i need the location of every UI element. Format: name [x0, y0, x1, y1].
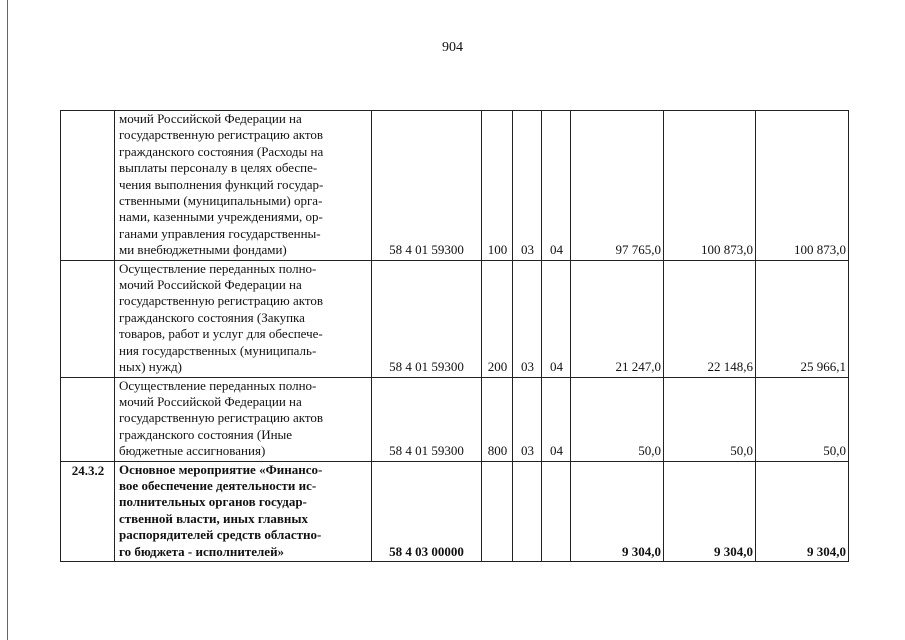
expense-type-cell: 200 [482, 260, 513, 377]
description-line: Осуществление переданных полно- [119, 377, 317, 393]
description-line: го бюджета - исполнителей» [119, 543, 285, 559]
amount-year-2-cell: 9 304,0 [664, 461, 756, 561]
row-index-cell [61, 111, 115, 261]
description-line: гражданского состояния (Иные [119, 426, 293, 442]
amount-year-3-cell: 100 873,0 [756, 111, 849, 261]
description-line: ми внебюджетными фондами) [119, 242, 287, 258]
description-line: чения выполнения функций государ- [119, 176, 324, 192]
section-cell [513, 461, 542, 561]
description-line: бюджетные ассигнования) [119, 443, 266, 459]
table-row [61, 260, 849, 377]
section-cell: 03 [513, 260, 542, 377]
description-line: государственную регистрацию актов [119, 127, 324, 143]
subsection-cell: 04 [542, 111, 571, 261]
description-cell [115, 377, 372, 461]
target-code-cell: 58 4 01 59300 [372, 260, 482, 377]
description-line: ственной власти, иных главных [119, 510, 309, 526]
subsection-cell: 04 [542, 260, 571, 377]
description-line: гражданского состояния (Закупка [119, 309, 305, 325]
description-line: ных) нужд) [119, 359, 182, 375]
description-line: государственную регистрацию актов [119, 293, 324, 309]
section-cell: 03 [513, 111, 542, 261]
description-line: нами, казенными учреждениями, ор- [119, 209, 323, 225]
amount-year-2-cell: 50,0 [664, 377, 756, 461]
section-cell: 03 [513, 377, 542, 461]
amount-year-1-cell: 97 765,0 [571, 111, 664, 261]
description-line: ственными (муниципальными) орга- [119, 193, 323, 209]
subsection-cell: 04 [542, 377, 571, 461]
amount-year-1-cell: 50,0 [571, 377, 664, 461]
target-code-cell: 58 4 03 00000 [372, 461, 482, 561]
expense-type-cell: 800 [482, 377, 513, 461]
description-line: государственную регистрацию актов [119, 410, 324, 426]
expense-type-cell: 100 [482, 111, 513, 261]
row-index-cell [61, 260, 115, 377]
expense-type-cell [482, 461, 513, 561]
description-cell [115, 461, 372, 561]
amount-year-2-cell: 100 873,0 [664, 111, 756, 261]
budget-table-body [61, 111, 849, 562]
amount-year-3-cell: 25 966,1 [756, 260, 849, 377]
target-code-cell: 58 4 01 59300 [372, 377, 482, 461]
amount-year-2-cell: 22 148,6 [664, 260, 756, 377]
description-line: полнительных органов государ- [119, 494, 307, 510]
description-line: товаров, работ и услуг для обеспече- [119, 326, 323, 342]
amount-year-3-cell: 9 304,0 [756, 461, 849, 561]
table-row [61, 111, 849, 261]
description-line: мочий Российской Федерации на [119, 111, 302, 126]
description-line: ганами управления государственны- [119, 225, 321, 241]
table-row [61, 377, 849, 461]
table-row [61, 461, 849, 561]
description-line: Основное мероприятие «Финансо- [119, 461, 323, 477]
description-line: распорядителей средств областно- [119, 527, 322, 543]
description-cell [115, 111, 372, 261]
page-number: 904 [442, 40, 463, 55]
description-cell [115, 260, 372, 377]
description-line: гражданского состояния (Расходы на [119, 143, 324, 159]
amount-year-1-cell: 21 247,0 [571, 260, 664, 377]
row-index-cell [61, 377, 115, 461]
description-line: мочий Российской Федерации на [119, 393, 302, 409]
description-line: Осуществление переданных полно- [119, 260, 317, 276]
page-left-edge-rule [7, 0, 8, 640]
amount-year-3-cell: 50,0 [756, 377, 849, 461]
target-code-cell: 58 4 01 59300 [372, 111, 482, 261]
row-index-cell: 24.3.2 [61, 461, 115, 561]
amount-year-1-cell: 9 304,0 [571, 461, 664, 561]
subsection-cell [542, 461, 571, 561]
description-line: выплаты персоналу в целях обеспе- [119, 160, 318, 176]
description-line: ния государственных (муниципаль- [119, 342, 317, 358]
description-line: мочий Российской Федерации на [119, 277, 302, 293]
budget-table [60, 110, 849, 562]
description-line: вое обеспечение деятельности ис- [119, 477, 317, 493]
